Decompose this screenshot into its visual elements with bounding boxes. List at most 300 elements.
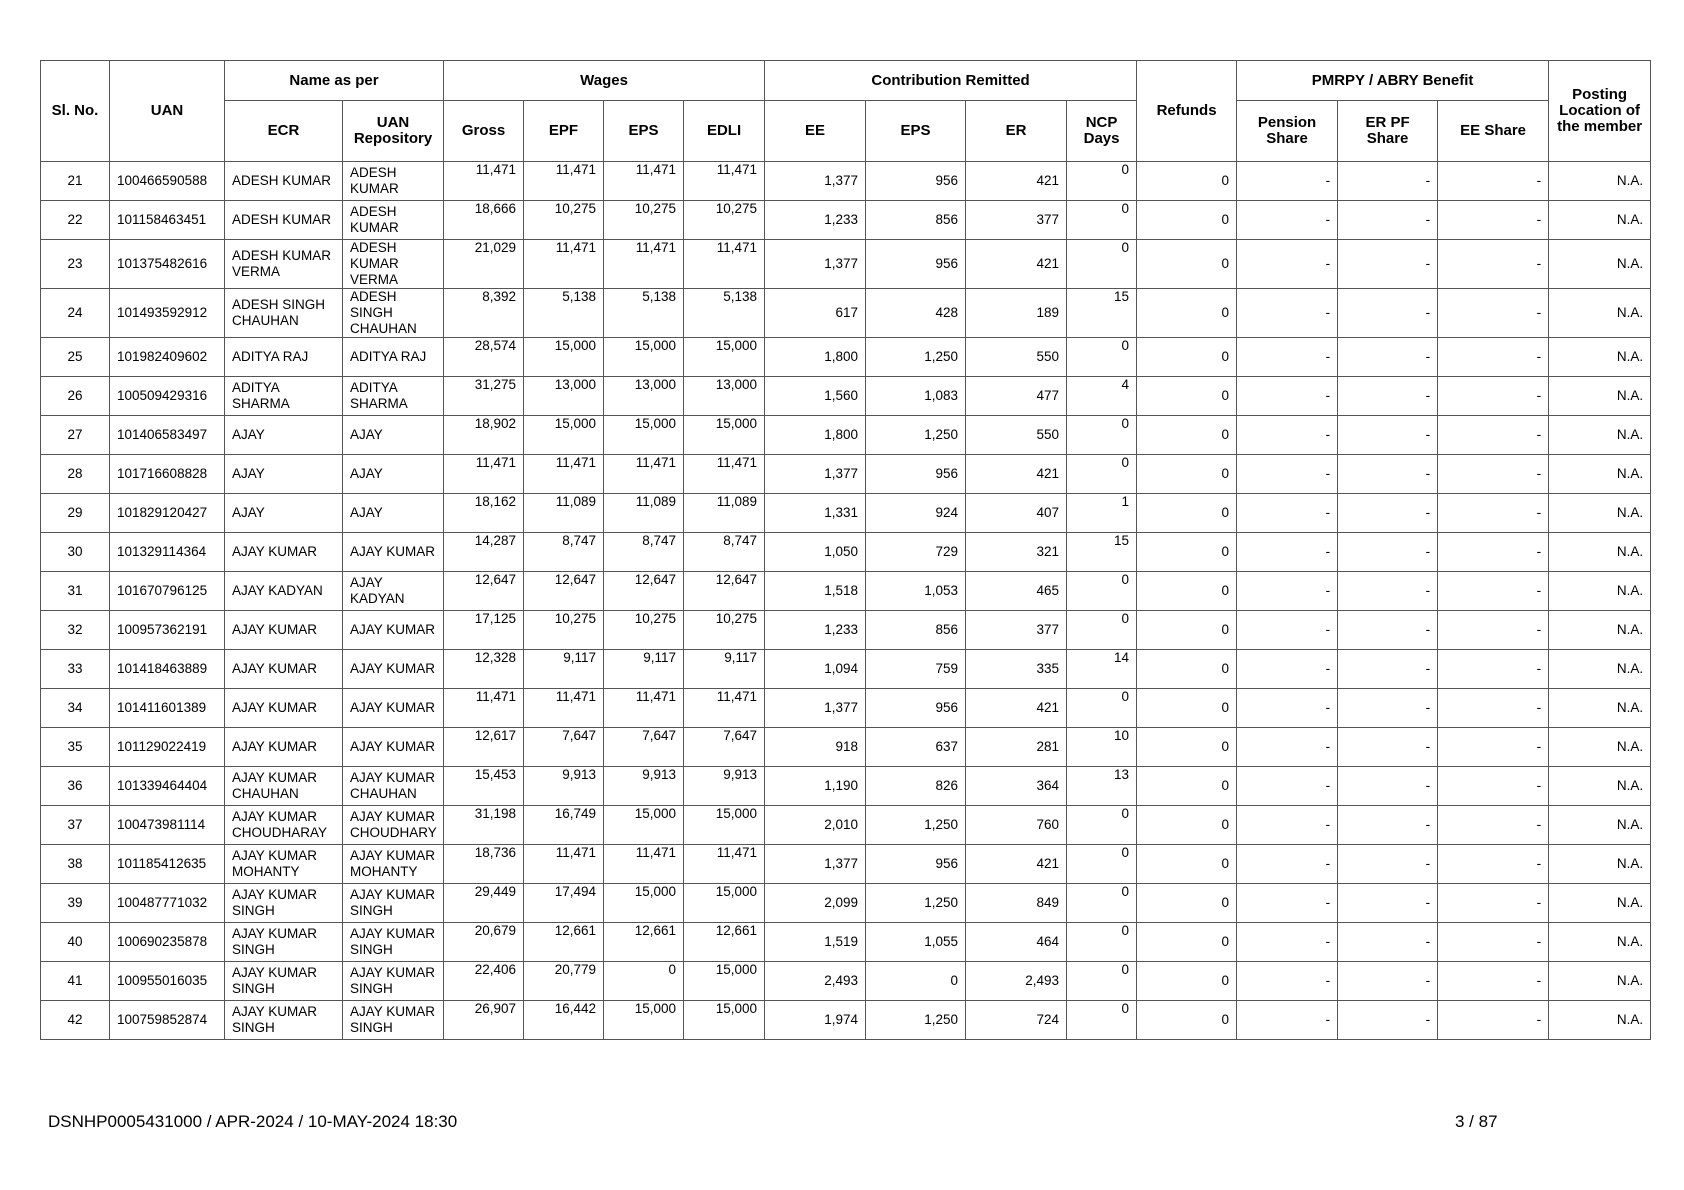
cell-posting-location: N.A. (1549, 338, 1651, 377)
cell-uan-repository-name: AJAY (343, 494, 444, 533)
cell-refunds: 0 (1137, 884, 1237, 923)
header-contribution-remitted: Contribution Remitted (765, 61, 1137, 101)
cell-ee: 1,190 (765, 767, 866, 806)
cell-er: 849 (966, 884, 1067, 923)
cell-contribution-eps: 956 (866, 689, 966, 728)
cell-er-pf-share: - (1338, 201, 1438, 240)
cell-ee-share: - (1438, 494, 1549, 533)
cell-ee-share: - (1438, 162, 1549, 201)
cell-er: 421 (966, 162, 1067, 201)
cell-ee: 2,493 (765, 962, 866, 1001)
cell-epf: 12,647 (524, 572, 604, 611)
cell-wages-eps: 7,647 (604, 728, 684, 767)
cell-sl-no: 32 (41, 611, 110, 650)
cell-pension-share: - (1237, 611, 1338, 650)
cell-pension-share: - (1237, 884, 1338, 923)
cell-wages-eps: 5,138 (604, 289, 684, 338)
cell-sl-no: 27 (41, 416, 110, 455)
cell-refunds: 0 (1137, 845, 1237, 884)
cell-ncp-days: 4 (1067, 377, 1137, 416)
cell-sl-no: 23 (41, 240, 110, 289)
cell-epf: 15,000 (524, 338, 604, 377)
cell-ee: 1,377 (765, 455, 866, 494)
cell-contribution-eps: 1,250 (866, 806, 966, 845)
cell-gross: 12,617 (444, 728, 524, 767)
table-row (41, 884, 1651, 923)
cell-ncp-days: 14 (1067, 650, 1137, 689)
cell-wages-eps: 10,275 (604, 201, 684, 240)
cell-ee-share: - (1438, 611, 1549, 650)
cell-ee-share: - (1438, 416, 1549, 455)
cell-contribution-eps: 856 (866, 201, 966, 240)
cell-ncp-days: 0 (1067, 689, 1137, 728)
header-gross: Gross (444, 101, 524, 162)
cell-wages-eps: 10,275 (604, 611, 684, 650)
cell-ee-share: - (1438, 728, 1549, 767)
cell-ecr-name: AJAY (225, 494, 343, 533)
cell-er-pf-share: - (1338, 338, 1438, 377)
cell-pension-share: - (1237, 240, 1338, 289)
cell-gross: 15,453 (444, 767, 524, 806)
cell-er: 550 (966, 338, 1067, 377)
cell-er: 335 (966, 650, 1067, 689)
cell-uan: 101418463889 (110, 650, 225, 689)
table-row (41, 650, 1651, 689)
cell-uan-repository-name: AJAY KUMAR SINGH (343, 884, 444, 923)
cell-ecr-name: AJAY KUMAR SINGH (225, 884, 343, 923)
cell-posting-location: N.A. (1549, 240, 1651, 289)
cell-sl-no: 33 (41, 650, 110, 689)
cell-sl-no: 24 (41, 289, 110, 338)
cell-ecr-name: AJAY (225, 455, 343, 494)
cell-er: 421 (966, 455, 1067, 494)
cell-ee-share: - (1438, 767, 1549, 806)
cell-refunds: 0 (1137, 416, 1237, 455)
cell-ee: 1,560 (765, 377, 866, 416)
cell-posting-location: N.A. (1549, 455, 1651, 494)
cell-uan: 101375482616 (110, 240, 225, 289)
cell-ncp-days: 0 (1067, 162, 1137, 201)
cell-gross: 11,471 (444, 455, 524, 494)
cell-edli: 7,647 (684, 728, 765, 767)
cell-gross: 18,666 (444, 201, 524, 240)
cell-edli: 11,471 (684, 689, 765, 728)
cell-gross: 28,574 (444, 338, 524, 377)
cell-posting-location: N.A. (1549, 1001, 1651, 1040)
cell-er: 760 (966, 806, 1067, 845)
cell-epf: 16,442 (524, 1001, 604, 1040)
cell-refunds: 0 (1137, 240, 1237, 289)
table-row (41, 806, 1651, 845)
cell-posting-location: N.A. (1549, 289, 1651, 338)
table-row (41, 533, 1651, 572)
cell-uan-repository-name: ADITYA RAJ (343, 338, 444, 377)
cell-contribution-eps: 826 (866, 767, 966, 806)
cell-gross: 11,471 (444, 162, 524, 201)
cell-refunds: 0 (1137, 533, 1237, 572)
cell-wages-eps: 11,089 (604, 494, 684, 533)
cell-ee: 1,519 (765, 923, 866, 962)
cell-posting-location: N.A. (1549, 377, 1651, 416)
cell-uan: 100487771032 (110, 884, 225, 923)
cell-gross: 17,125 (444, 611, 524, 650)
cell-epf: 9,117 (524, 650, 604, 689)
cell-ecr-name: AJAY KUMAR (225, 689, 343, 728)
cell-er-pf-share: - (1338, 289, 1438, 338)
cell-uan-repository-name: AJAY KUMAR CHAUHAN (343, 767, 444, 806)
cell-uan: 100957362191 (110, 611, 225, 650)
cell-refunds: 0 (1137, 689, 1237, 728)
cell-epf: 10,275 (524, 611, 604, 650)
cell-wages-eps: 15,000 (604, 884, 684, 923)
cell-er-pf-share: - (1338, 728, 1438, 767)
cell-uan: 101493592912 (110, 289, 225, 338)
cell-gross: 22,406 (444, 962, 524, 1001)
table-row (41, 572, 1651, 611)
cell-sl-no: 37 (41, 806, 110, 845)
table-row (41, 377, 1651, 416)
cell-pension-share: - (1237, 845, 1338, 884)
cell-refunds: 0 (1137, 572, 1237, 611)
cell-posting-location: N.A. (1549, 806, 1651, 845)
cell-posting-location: N.A. (1549, 689, 1651, 728)
cell-gross: 18,736 (444, 845, 524, 884)
cell-ncp-days: 10 (1067, 728, 1137, 767)
cell-ncp-days: 15 (1067, 289, 1137, 338)
cell-sl-no: 36 (41, 767, 110, 806)
cell-ee: 1,377 (765, 689, 866, 728)
cell-edli: 12,661 (684, 923, 765, 962)
cell-er-pf-share: - (1338, 455, 1438, 494)
cell-pension-share: - (1237, 377, 1338, 416)
cell-pension-share: - (1237, 162, 1338, 201)
cell-wages-eps: 12,661 (604, 923, 684, 962)
cell-ncp-days: 0 (1067, 338, 1137, 377)
cell-er-pf-share: - (1338, 806, 1438, 845)
cell-ee-share: - (1438, 455, 1549, 494)
cell-ee-share: - (1438, 377, 1549, 416)
cell-ee-share: - (1438, 201, 1549, 240)
header-contribution-eps: EPS (866, 101, 966, 162)
table-row (41, 201, 1651, 240)
cell-ncp-days: 0 (1067, 923, 1137, 962)
table-row (41, 416, 1651, 455)
cell-ee-share: - (1438, 806, 1549, 845)
cell-ee: 1,377 (765, 162, 866, 201)
cell-contribution-eps: 1,250 (866, 1001, 966, 1040)
cell-ecr-name: AJAY KUMAR SINGH (225, 923, 343, 962)
cell-ecr-name: AJAY KUMAR SINGH (225, 962, 343, 1001)
cell-contribution-eps: 956 (866, 455, 966, 494)
cell-edli: 10,275 (684, 201, 765, 240)
table-row (41, 494, 1651, 533)
table-row (41, 689, 1651, 728)
cell-edli: 9,117 (684, 650, 765, 689)
cell-ncp-days: 15 (1067, 533, 1137, 572)
cell-edli: 11,471 (684, 162, 765, 201)
cell-sl-no: 31 (41, 572, 110, 611)
cell-wages-eps: 15,000 (604, 416, 684, 455)
cell-ee-share: - (1438, 923, 1549, 962)
cell-refunds: 0 (1137, 962, 1237, 1001)
cell-ncp-days: 0 (1067, 962, 1137, 1001)
cell-ncp-days: 0 (1067, 845, 1137, 884)
cell-ee-share: - (1438, 533, 1549, 572)
header-wages-eps: EPS (604, 101, 684, 162)
cell-ecr-name: AJAY KUMAR MOHANTY (225, 845, 343, 884)
cell-sl-no: 29 (41, 494, 110, 533)
cell-uan: 101716608828 (110, 455, 225, 494)
header-epf: EPF (524, 101, 604, 162)
cell-er: 421 (966, 845, 1067, 884)
cell-gross: 26,907 (444, 1001, 524, 1040)
cell-ee-share: - (1438, 572, 1549, 611)
cell-posting-location: N.A. (1549, 767, 1651, 806)
cell-er-pf-share: - (1338, 611, 1438, 650)
table-row (41, 338, 1651, 377)
cell-uan: 101129022419 (110, 728, 225, 767)
cell-pension-share: - (1237, 533, 1338, 572)
ecr-table (40, 60, 1651, 1040)
header-sl-no: Sl. No. (41, 61, 110, 162)
header-er-pf-share: ER PF Share (1338, 101, 1438, 162)
cell-uan: 100690235878 (110, 923, 225, 962)
cell-uan-repository-name: AJAY (343, 455, 444, 494)
cell-sl-no: 21 (41, 162, 110, 201)
cell-contribution-eps: 1,083 (866, 377, 966, 416)
cell-pension-share: - (1237, 962, 1338, 1001)
cell-uan-repository-name: AJAY (343, 416, 444, 455)
cell-sl-no: 42 (41, 1001, 110, 1040)
cell-wages-eps: 12,647 (604, 572, 684, 611)
cell-ee: 1,233 (765, 201, 866, 240)
cell-pension-share: - (1237, 201, 1338, 240)
cell-er-pf-share: - (1338, 162, 1438, 201)
cell-uan-repository-name: AJAY KUMAR SINGH (343, 1001, 444, 1040)
cell-posting-location: N.A. (1549, 201, 1651, 240)
cell-edli: 15,000 (684, 962, 765, 1001)
cell-uan-repository-name: ADESH SINGH CHAUHAN (343, 289, 444, 338)
cell-sl-no: 22 (41, 201, 110, 240)
cell-wages-eps: 15,000 (604, 806, 684, 845)
cell-contribution-eps: 637 (866, 728, 966, 767)
cell-ncp-days: 0 (1067, 1001, 1137, 1040)
cell-refunds: 0 (1137, 650, 1237, 689)
cell-uan-repository-name: AJAY KUMAR MOHANTY (343, 845, 444, 884)
cell-ncp-days: 0 (1067, 611, 1137, 650)
cell-epf: 11,471 (524, 240, 604, 289)
cell-ee-share: - (1438, 845, 1549, 884)
cell-er-pf-share: - (1338, 1001, 1438, 1040)
cell-pension-share: - (1237, 728, 1338, 767)
cell-gross: 18,162 (444, 494, 524, 533)
cell-er-pf-share: - (1338, 650, 1438, 689)
header-ee-share: EE Share (1438, 101, 1549, 162)
cell-epf: 5,138 (524, 289, 604, 338)
cell-refunds: 0 (1137, 806, 1237, 845)
cell-uan-repository-name: ADITYA SHARMA (343, 377, 444, 416)
header-pmrpy-abry: PMRPY / ABRY Benefit (1237, 61, 1549, 101)
cell-gross: 18,902 (444, 416, 524, 455)
cell-wages-eps: 8,747 (604, 533, 684, 572)
cell-ecr-name: AJAY KUMAR SINGH (225, 1001, 343, 1040)
cell-contribution-eps: 856 (866, 611, 966, 650)
table-row (41, 1001, 1651, 1040)
cell-ncp-days: 13 (1067, 767, 1137, 806)
cell-posting-location: N.A. (1549, 572, 1651, 611)
cell-uan-repository-name: AJAY KUMAR SINGH (343, 923, 444, 962)
cell-gross: 21,029 (444, 240, 524, 289)
cell-gross: 12,328 (444, 650, 524, 689)
header-name-as-per: Name as per (225, 61, 444, 101)
cell-gross: 11,471 (444, 689, 524, 728)
footer-page-number: 3 / 87 (1455, 1112, 1498, 1131)
table-row (41, 240, 1651, 289)
cell-gross: 29,449 (444, 884, 524, 923)
cell-er: 464 (966, 923, 1067, 962)
cell-posting-location: N.A. (1549, 416, 1651, 455)
cell-er-pf-share: - (1338, 416, 1438, 455)
cell-uan-repository-name: AJAY KUMAR (343, 611, 444, 650)
cell-refunds: 0 (1137, 1001, 1237, 1040)
header-refunds: Refunds (1137, 61, 1237, 162)
cell-wages-eps: 15,000 (604, 1001, 684, 1040)
cell-er: 321 (966, 533, 1067, 572)
cell-posting-location: N.A. (1549, 923, 1651, 962)
cell-er-pf-share: - (1338, 923, 1438, 962)
cell-ee: 1,974 (765, 1001, 866, 1040)
cell-epf: 15,000 (524, 416, 604, 455)
cell-uan: 100955016035 (110, 962, 225, 1001)
cell-uan-repository-name: AJAY KUMAR (343, 650, 444, 689)
cell-uan: 100466590588 (110, 162, 225, 201)
cell-er: 2,493 (966, 962, 1067, 1001)
cell-posting-location: N.A. (1549, 162, 1651, 201)
cell-ncp-days: 1 (1067, 494, 1137, 533)
cell-ecr-name: ADITYA RAJ (225, 338, 343, 377)
cell-ee-share: - (1438, 650, 1549, 689)
table-row (41, 767, 1651, 806)
cell-refunds: 0 (1137, 162, 1237, 201)
cell-er-pf-share: - (1338, 377, 1438, 416)
cell-pension-share: - (1237, 1001, 1338, 1040)
cell-gross: 20,679 (444, 923, 524, 962)
cell-contribution-eps: 759 (866, 650, 966, 689)
cell-uan: 101158463451 (110, 201, 225, 240)
cell-pension-share: - (1237, 806, 1338, 845)
cell-edli: 15,000 (684, 884, 765, 923)
cell-ee: 2,010 (765, 806, 866, 845)
cell-contribution-eps: 428 (866, 289, 966, 338)
cell-ee: 1,377 (765, 845, 866, 884)
cell-uan: 101339464404 (110, 767, 225, 806)
header-ee: EE (765, 101, 866, 162)
cell-sl-no: 26 (41, 377, 110, 416)
table-row (41, 611, 1651, 650)
cell-er-pf-share: - (1338, 689, 1438, 728)
cell-edli: 9,913 (684, 767, 765, 806)
cell-er-pf-share: - (1338, 962, 1438, 1001)
cell-posting-location: N.A. (1549, 962, 1651, 1001)
cell-ee-share: - (1438, 689, 1549, 728)
cell-ee: 1,233 (765, 611, 866, 650)
cell-contribution-eps: 956 (866, 162, 966, 201)
cell-wages-eps: 11,471 (604, 845, 684, 884)
cell-pension-share: - (1237, 338, 1338, 377)
cell-ee: 1,050 (765, 533, 866, 572)
cell-er-pf-share: - (1338, 767, 1438, 806)
cell-refunds: 0 (1137, 728, 1237, 767)
cell-sl-no: 40 (41, 923, 110, 962)
cell-sl-no: 39 (41, 884, 110, 923)
cell-pension-share: - (1237, 923, 1338, 962)
cell-er: 477 (966, 377, 1067, 416)
cell-ecr-name: AJAY KUMAR (225, 533, 343, 572)
cell-edli: 11,471 (684, 845, 765, 884)
cell-edli: 15,000 (684, 1001, 765, 1040)
cell-er: 377 (966, 201, 1067, 240)
cell-uan: 101829120427 (110, 494, 225, 533)
cell-sl-no: 35 (41, 728, 110, 767)
cell-posting-location: N.A. (1549, 845, 1651, 884)
cell-pension-share: - (1237, 494, 1338, 533)
cell-er-pf-share: - (1338, 240, 1438, 289)
cell-ecr-name: AJAY KADYAN (225, 572, 343, 611)
cell-gross: 31,275 (444, 377, 524, 416)
cell-wages-eps: 11,471 (604, 455, 684, 494)
cell-posting-location: N.A. (1549, 728, 1651, 767)
header-er: ER (966, 101, 1067, 162)
cell-refunds: 0 (1137, 201, 1237, 240)
cell-er: 421 (966, 689, 1067, 728)
cell-gross: 8,392 (444, 289, 524, 338)
header-uan: UAN (110, 61, 225, 162)
cell-edli: 15,000 (684, 416, 765, 455)
cell-er: 421 (966, 240, 1067, 289)
cell-epf: 11,471 (524, 845, 604, 884)
cell-wages-eps: 9,913 (604, 767, 684, 806)
cell-ee: 2,099 (765, 884, 866, 923)
cell-sl-no: 25 (41, 338, 110, 377)
cell-refunds: 0 (1137, 494, 1237, 533)
cell-wages-eps: 11,471 (604, 689, 684, 728)
cell-epf: 9,913 (524, 767, 604, 806)
cell-ecr-name: AJAY KUMAR CHOUDHARAY (225, 806, 343, 845)
cell-contribution-eps: 1,250 (866, 338, 966, 377)
cell-ee: 1,800 (765, 338, 866, 377)
cell-er-pf-share: - (1338, 533, 1438, 572)
table-header (41, 61, 1651, 162)
header-posting-location: Posting Location of the member (1549, 61, 1651, 162)
cell-pension-share: - (1237, 572, 1338, 611)
cell-uan-repository-name: AJAY KUMAR CHOUDHARY (343, 806, 444, 845)
cell-ee: 918 (765, 728, 866, 767)
cell-uan: 101670796125 (110, 572, 225, 611)
cell-epf: 13,000 (524, 377, 604, 416)
cell-ecr-name: AJAY KUMAR CHAUHAN (225, 767, 343, 806)
cell-ee-share: - (1438, 338, 1549, 377)
cell-uan-repository-name: AJAY KADYAN (343, 572, 444, 611)
cell-uan: 100473981114 (110, 806, 225, 845)
cell-contribution-eps: 924 (866, 494, 966, 533)
cell-ecr-name: ADESH KUMAR (225, 162, 343, 201)
cell-ee-share: - (1438, 1001, 1549, 1040)
cell-contribution-eps: 1,250 (866, 884, 966, 923)
cell-ncp-days: 0 (1067, 572, 1137, 611)
cell-ee-share: - (1438, 884, 1549, 923)
cell-er-pf-share: - (1338, 845, 1438, 884)
cell-contribution-eps: 956 (866, 845, 966, 884)
